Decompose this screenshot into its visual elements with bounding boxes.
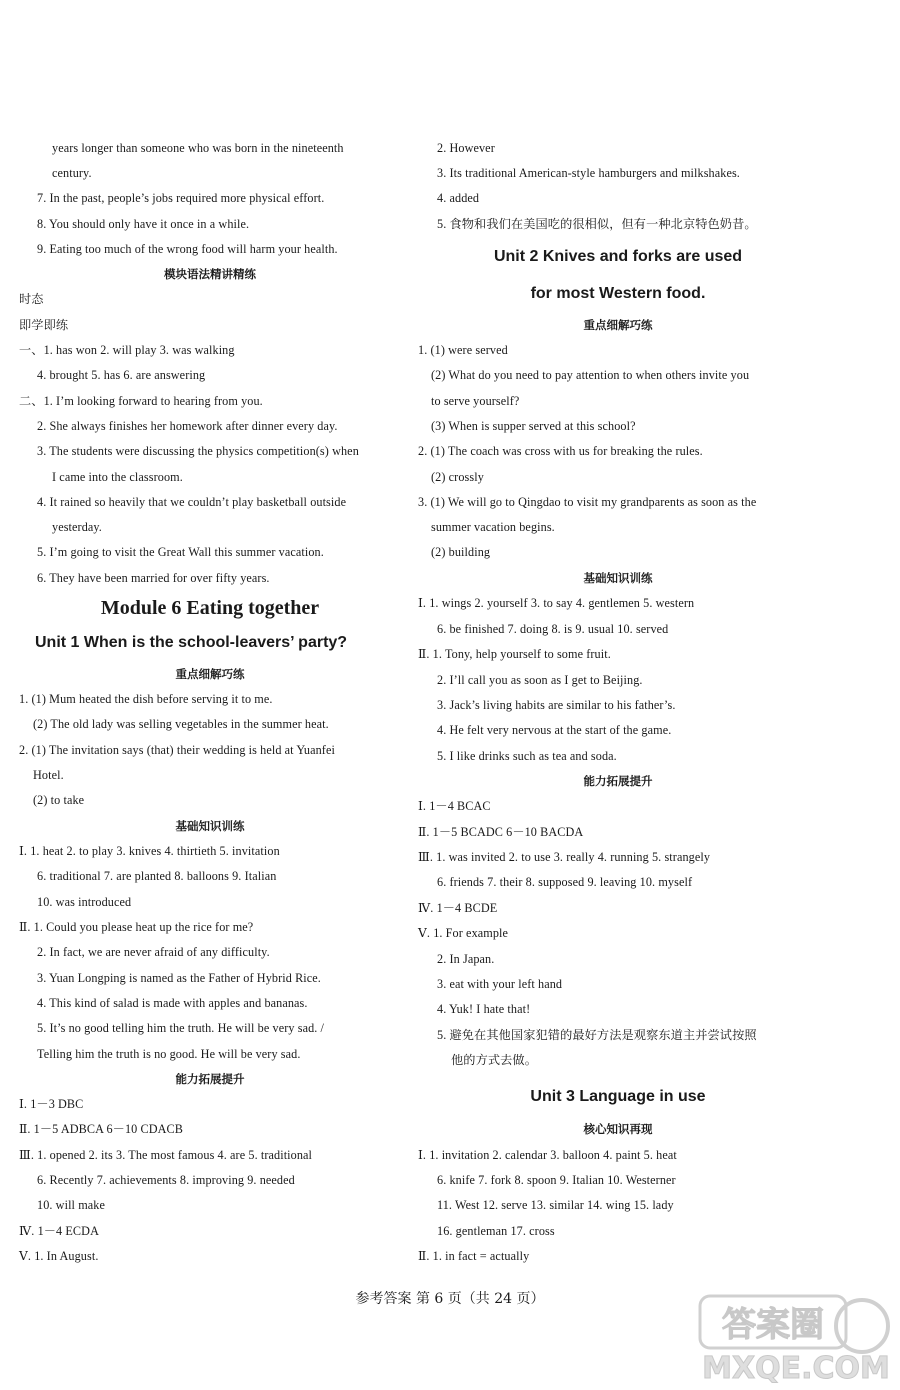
answer-line: Ⅳ. 1－4 ECDA bbox=[19, 1224, 99, 1238]
answer-line: 1. (1) were served bbox=[418, 343, 508, 357]
answer-line: summer vacation begins. bbox=[431, 520, 555, 534]
answer-line: 二、1. I’m looking forward to hearing from you. bbox=[19, 394, 263, 408]
answer-line: 6. be finished 7. doing 8. is 9. usual 10. served bbox=[437, 622, 669, 636]
answer-line: 1. (1) Mum heated the dish before serving it to me. bbox=[19, 692, 273, 706]
answer-line: 5. I like drinks such as tea and soda. bbox=[437, 749, 617, 763]
unit-title: Unit 1 When is the school-leavers’ party? bbox=[35, 634, 348, 651]
answer-line: 2. In fact, we are never afraid of any difficulty. bbox=[37, 945, 270, 959]
answer-line: 6. knife 7. fork 8. spoon 9. Italian 10. Westerner bbox=[437, 1173, 676, 1187]
answer-line: 4. This kind of salad is made with apples and bananas. bbox=[37, 996, 308, 1010]
watermark-logo bbox=[696, 1290, 896, 1386]
watermark-url-text: MXQE.COM bbox=[702, 1351, 890, 1386]
answer-line: 7. In the past, people’s jobs required more physical effort. bbox=[37, 191, 325, 205]
answer-line: 5. It’s no good telling him the truth. He will be very sad. / bbox=[37, 1021, 325, 1035]
answer-line: Ⅰ. 1. heat 2. to play 3. knives 4. thirtieth 5. invitation bbox=[19, 844, 280, 858]
answer-line: Telling him the truth is no good. He will be very sad. bbox=[37, 1047, 301, 1061]
answer-line: (3) When is supper served at this school? bbox=[431, 419, 636, 433]
answer-line: 16. gentleman 17. cross bbox=[437, 1224, 555, 1238]
answer-line: 4. It rained so heavily that we couldn’t play basketball outside bbox=[37, 495, 347, 509]
answer-line: 4. He felt very nervous at the start of the game. bbox=[437, 723, 672, 737]
answer-line: Ⅰ. 1. invitation 2. calendar 3. balloon 4. paint 5. heat bbox=[418, 1148, 677, 1162]
answer-line: 3. Jack’s living habits are similar to his father’s. bbox=[437, 698, 676, 712]
section-heading: 能力拓展提升 bbox=[583, 774, 653, 788]
answer-line: 他的方式去做。 bbox=[451, 1053, 538, 1067]
answer-line: 6. friends 7. their 8. supposed 9. leaving 10. myself bbox=[437, 875, 693, 889]
answer-line: 3. (1) We will go to Qingdao to visit my grandparents as soon as the bbox=[418, 495, 757, 509]
answer-line: (2) building bbox=[431, 545, 491, 559]
answer-line: Ⅳ. 1－4 BCDE bbox=[418, 901, 498, 915]
answer-line: (2) What do you need to pay attention to when others invite you bbox=[431, 368, 750, 382]
answer-line: 6. Recently 7. achievements 8. improving 9. needed bbox=[37, 1173, 295, 1187]
section-heading: 重点细解巧练 bbox=[583, 318, 653, 332]
answer-line: Ⅱ. 1. in fact = actually bbox=[418, 1249, 530, 1263]
answer-line: Ⅰ. 1. wings 2. yourself 3. to say 4. gentlemen 5. western bbox=[418, 596, 695, 610]
answer-line: Ⅴ. 1. In August. bbox=[19, 1249, 99, 1263]
answer-line: 2. However bbox=[437, 141, 495, 155]
answer-line: 5. 避免在其他国家犯错的最好方法是观察东道主并尝试按照 bbox=[437, 1028, 757, 1042]
answer-line: 2. I’ll call you as soon as I get to Beijing. bbox=[437, 673, 643, 687]
unit-title: Unit 3 Language in use bbox=[530, 1088, 706, 1105]
answer-line: 一、1. has won 2. will play 3. was walking bbox=[19, 343, 235, 357]
section-heading: 基础知识训练 bbox=[583, 571, 653, 585]
module-title: Module 6 Eating together bbox=[100, 597, 320, 619]
answer-line: 6. traditional 7. are planted 8. balloons 9. Italian bbox=[37, 869, 277, 883]
answer-line: 3. Yuan Longping is named as the Father of Hybrid Rice. bbox=[37, 971, 321, 985]
answer-line: Ⅱ. 1. Could you please heat up the rice for me? bbox=[19, 920, 254, 934]
answer-line: 5. 食物和我们在美国吃的很相似，但有一种北京特色奶昔。 bbox=[437, 217, 757, 231]
topic-label: 时态 bbox=[19, 292, 44, 306]
answer-line: 2. In Japan. bbox=[437, 952, 495, 966]
answer-line: (2) to take bbox=[33, 793, 85, 807]
section-heading: 模块语法精讲精练 bbox=[164, 267, 256, 281]
answer-line: Ⅲ. 1. was invited 2. to use 3. really 4. running 5. strangely bbox=[418, 850, 711, 864]
answer-line: 10. was introduced bbox=[37, 895, 132, 909]
answer-line: 5. I’m going to visit the Great Wall this summer vacation. bbox=[37, 545, 324, 559]
answer-line: Ⅰ. 1－4 BCAC bbox=[418, 799, 491, 813]
unit-title: for most Western food. bbox=[530, 285, 706, 302]
unit-title: Unit 2 Knives and forks are used bbox=[493, 248, 743, 265]
answer-line: 3. Its traditional American-style hamburgers and milkshakes. bbox=[437, 166, 740, 180]
answer-line: I came into the classroom. bbox=[52, 470, 183, 484]
answer-line: 10. will make bbox=[37, 1198, 105, 1212]
answer-line: to serve yourself? bbox=[431, 394, 520, 408]
section-heading: 能力拓展提升 bbox=[175, 1072, 245, 1086]
answer-line: Ⅱ. 1－5 BCADC 6－10 BACDA bbox=[418, 825, 584, 839]
answer-line: 9. Eating too much of the wrong food will harm your health. bbox=[37, 242, 338, 256]
section-heading: 核心知识再现 bbox=[583, 1122, 653, 1136]
answer-line: 11. West 12. serve 13. similar 14. wing 15. lady bbox=[437, 1198, 674, 1212]
answer-line: (2) crossly bbox=[431, 470, 484, 484]
watermark-top-text: 答案圈 bbox=[722, 1305, 824, 1345]
answer-line: Ⅱ. 1. Tony, help yourself to some fruit. bbox=[418, 647, 611, 661]
answer-line: Ⅲ. 1. opened 2. its 3. The most famous 4. are 5. traditional bbox=[19, 1148, 313, 1162]
answer-line: 2. (1) The coach was cross with us for breaking the rules. bbox=[418, 444, 703, 458]
answer-line: century. bbox=[52, 166, 92, 180]
answer-line: 4. Yuk! I hate that! bbox=[437, 1002, 531, 1016]
answer-line: yesterday. bbox=[52, 520, 102, 534]
answer-line: Ⅱ. 1－5 ADBCA 6－10 CDACB bbox=[19, 1122, 183, 1136]
answer-line: 4. brought 5. has 6. are answering bbox=[37, 368, 206, 382]
section-heading: 重点细解巧练 bbox=[175, 667, 245, 681]
answer-line: Hotel. bbox=[33, 768, 64, 782]
answer-line: years longer than someone who was born in the nineteenth bbox=[52, 141, 344, 155]
answer-line: 2. (1) The invitation says (that) their wedding is held at Yuanfei bbox=[19, 743, 335, 757]
answer-line: 4. added bbox=[437, 191, 480, 205]
answer-line: Ⅴ. 1. For example bbox=[418, 926, 509, 940]
answer-line: 6. They have been married for over fifty years. bbox=[37, 571, 270, 585]
topic-label: 即学即练 bbox=[19, 318, 69, 332]
answer-line: 3. eat with your left hand bbox=[437, 977, 563, 991]
answer-line: 3. The students were discussing the physics competition(s) when bbox=[37, 444, 359, 458]
answer-line: Ⅰ. 1－3 DBC bbox=[19, 1097, 84, 1111]
answer-line: 2. She always finishes her homework after dinner every day. bbox=[37, 419, 338, 433]
answer-line: 8. You should only have it once in a while. bbox=[37, 217, 250, 231]
section-heading: 基础知识训练 bbox=[175, 819, 245, 833]
page-footer: 参考答案 第 6 页（共 24 页） bbox=[355, 1291, 545, 1307]
answer-line: (2) The old lady was selling vegetables in the summer heat. bbox=[33, 717, 329, 731]
